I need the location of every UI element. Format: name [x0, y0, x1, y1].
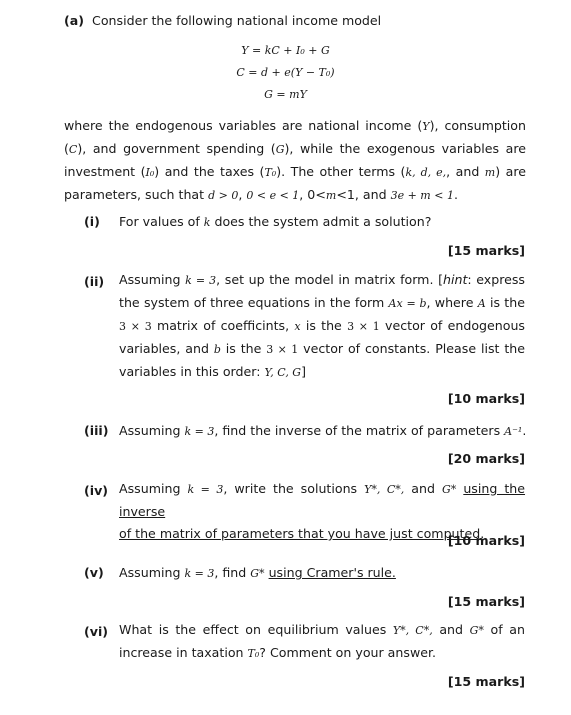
- model-description: where the endogenous variables are national income (Y), consumption (C), and government spending (G), while the exogenous variables are investment (I₀) and the taxes (T₀). The other terms (k, d, e,, and m) are parameters, such that d > 0, 0 < e < 1, 0<m<1, and 3e + m < 1.: [64, 118, 527, 202]
- question-i-number: (i): [84, 214, 100, 229]
- question-vi-marks: [15 marks]: [447, 674, 525, 689]
- part-label: (a): [64, 13, 85, 28]
- equation-1: Y = kC + I₀ + G: [241, 44, 330, 57]
- question-iii-marks: [20 marks]: [447, 451, 525, 466]
- question-header: [64, 13, 381, 28]
- question-ii-marks: [10 marks]: [447, 391, 525, 406]
- question-v-text: Assuming k = 3, find G* using Cramer's rule.: [119, 565, 396, 580]
- question-iv-number: (iv): [84, 483, 109, 498]
- question-iv-marks: [10 marks]: [447, 533, 525, 548]
- question-iii-number: (iii): [84, 423, 109, 438]
- equation-2: C = d + e(Y − T₀): [236, 66, 335, 79]
- equation-3: G = mY: [264, 88, 307, 101]
- question-vi-number: (vi): [84, 624, 109, 639]
- question-v-number: (v): [84, 565, 104, 580]
- question-v-marks: [15 marks]: [447, 594, 525, 609]
- question-ii-number: (ii): [84, 274, 105, 289]
- question-iii-text: Assuming k = 3, find the inverse of the matrix of parameters A⁻¹.: [119, 423, 527, 438]
- intro-text: Consider the following national income model: [92, 13, 382, 28]
- question-iv-text: Assuming k = 3, write the solutions Y*, C*, and G* using the inverse of the matrix of parameters that you have just computed.: [119, 481, 526, 541]
- question-i-marks: [15 marks]: [447, 243, 525, 258]
- question-vi-text: What is the effect on equilibrium values Y*, C*, and G* of an increase in taxation T₀? Comment on your answer.: [119, 622, 525, 660]
- question-i-text: For values of k does the system admit a solution?: [119, 214, 432, 229]
- question-ii-text: Assuming k = 3, set up the model in matrix form. [hint: express the system of three equations in the form Ax = b, where A is the 3 × 3 matrix of coefficints, x is the 3 × 1 vector of endogenous variables, and b is the 3 × 1 vector of constants. Please list the variables in this order: Y, C, G]: [119, 272, 526, 379]
